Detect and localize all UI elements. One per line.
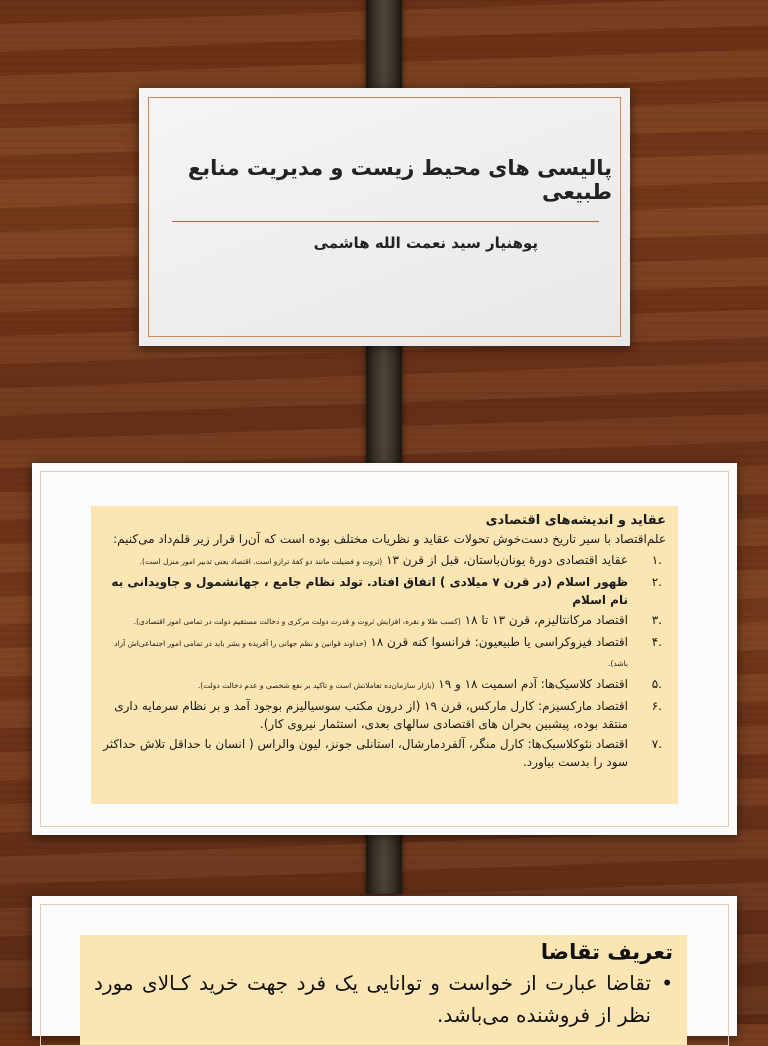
hanging-strap-middle — [366, 330, 402, 480]
list-item — [101, 633, 666, 673]
slide-content-box — [91, 506, 678, 804]
item-note: (کسب طلا و نقره، افزایش ثروت و قدرت دولت مرکزی و دخالت مستقیم دولت در تمامی امور اقتصادی). — [133, 617, 461, 626]
list-item — [101, 611, 666, 631]
intro-paragraph: علم‌اقتصاد با سیر تاریخ دست‌خوش تحولات عقاید و نظریات مختلف بوده است که آن‌را قرار زیر قلم‌داد می‌کنیم: — [113, 532, 666, 546]
section-heading: عقاید و اندیشه‌های اقتصادی — [485, 513, 666, 528]
item-text: ظهور اسلام (در قرن ۷ میلادی ) اتفاق افتاد. تولد نظام جامع ، جهانشمول و جاویدانی به نام اسلام — [111, 575, 628, 607]
slide-content-box — [80, 935, 687, 1045]
slide-author: پوهنیار سید نعمت الله هاشمی — [313, 234, 538, 252]
list-item — [101, 551, 666, 571]
list-item — [101, 697, 666, 733]
item-note: (خداوند قوانین و نظم جهانی را آفریده و بشر باید در تمامی امور اجتماعی‌اش آزاد باشد). — [114, 639, 628, 668]
item-text: اقتصاد کلاسیک‌ها: آدم اسمیت ۱۸ و ۱۹ — [438, 677, 628, 691]
bullet-item — [94, 967, 673, 1031]
item-number: .۳ — [651, 613, 662, 627]
bullet-icon: • — [661, 971, 673, 995]
list-item — [101, 735, 666, 771]
list-item — [101, 675, 666, 695]
item-number: .۵ — [651, 677, 662, 691]
slide-frame — [148, 97, 621, 337]
item-number: .۶ — [651, 699, 662, 713]
slide-heading: تعریف تقاضا — [540, 940, 673, 964]
slide-title-card[interactable] — [139, 88, 630, 346]
item-text: اقتصاد مرکانتالیزم، قرن ۱۳ تا ۱۸ — [464, 613, 628, 627]
slide-title: پالیسی های محیط زیست و مدیریت منابع طبیعی — [187, 156, 612, 204]
bullet-text: تقاضا عبارت از خواست و توانایی یک فرد جهت خرید کـالای مورد نظر از فروشنده می‌باشد. — [94, 971, 651, 1027]
slide-demand-definition[interactable] — [32, 896, 737, 1036]
title-divider — [172, 221, 599, 222]
item-number: .۴ — [651, 635, 662, 649]
item-note: (بازار سازمان‌ده تعاملاتش است و تاکید بر نفع شخصی و عدم دخالت دولت). — [197, 681, 435, 690]
list-item — [101, 573, 666, 609]
item-number: .۲ — [651, 575, 662, 589]
item-text: اقتصاد نئوکلاسیک‌ها: کارل منگر، آلفردمارشال، استانلی جونز، لیون والراس ( انسان با حداقل تلاش حداکثر سود را بدست بیاورد. — [103, 737, 628, 769]
item-text: اقتصاد فیزوکراسی یا طبیعیون: فرانسوا کنه قرن ۱۸ — [370, 635, 628, 649]
item-number: .۱ — [651, 553, 662, 567]
item-text: اقتصاد مارکسیزم: کارل مارکس، قرن ۱۹ (از درون مکتب سوسیالیزم بوجود آمد و بر نظام سرمایه داری منتقد بوده، پیشبین بحران های اقتصادی سالهای بعدی، استثمار نیروی کار). — [114, 699, 628, 731]
item-text: عقاید اقتصادی دورهٔ یونان‌باستان، قبل از قرن ۱۳ — [386, 553, 628, 567]
slide-economic-ideas[interactable] — [32, 463, 737, 835]
item-note: (ثروت و فضیلت مانند دو کفهٔ ترازو است. اقتصاد یعنی تدبیر امور منزل است). — [139, 557, 383, 566]
item-number: .۷ — [651, 737, 662, 751]
